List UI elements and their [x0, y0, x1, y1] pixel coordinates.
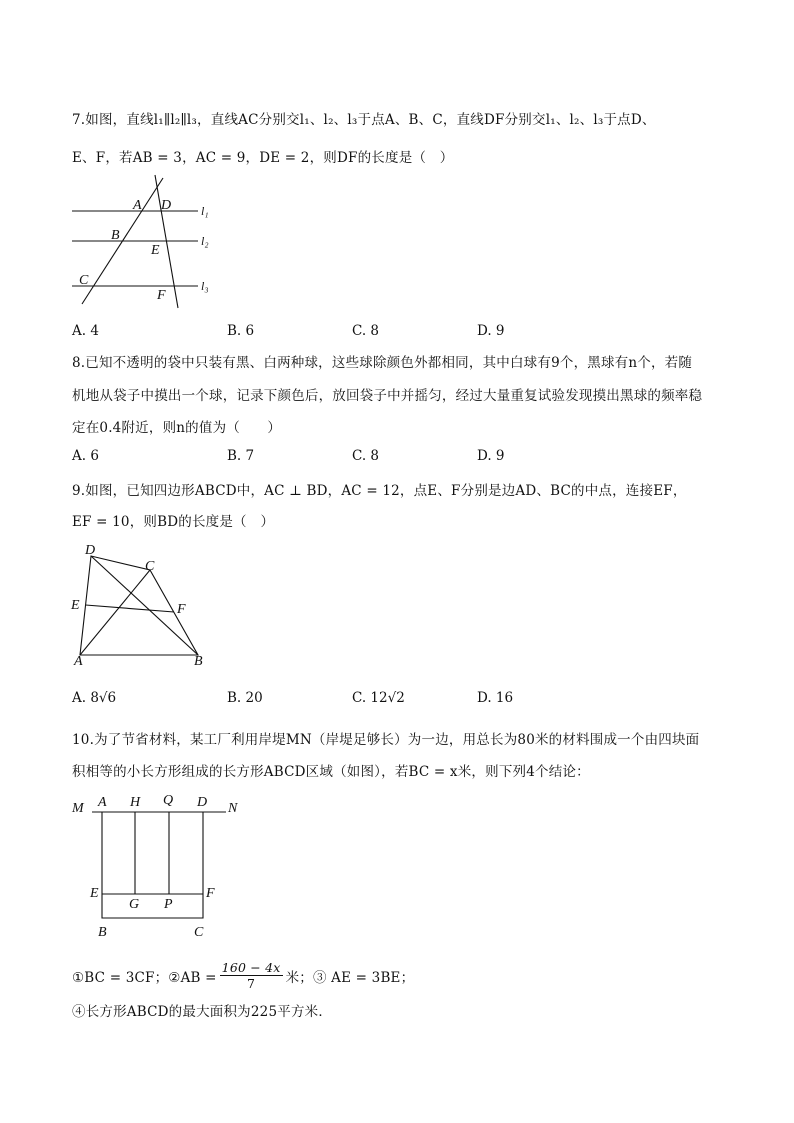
q8-option-b: B. 7: [227, 448, 255, 464]
q8-option-a: A. 6: [72, 448, 99, 464]
q10-fraction-numerator: 160 − 4x: [221, 960, 281, 975]
q10-text-line2: 积相等的小长方形组成的长方形ABCD区域（如图），若BC = x米，则下列4个结论：: [72, 764, 590, 780]
q9-option-c: C. 12√2: [352, 690, 405, 706]
label-e: E: [151, 243, 160, 258]
label-b: B: [194, 654, 203, 669]
q10-fraction-denominator: 7: [247, 976, 256, 991]
q9-option-b: B. 20: [227, 690, 263, 706]
q7-option-c: C. 8: [352, 323, 380, 339]
q7-option-b: B. 6: [227, 323, 255, 339]
q8-text-line1: 8.已知不透明的袋中只装有黑、白两种球，这些球除颜色外都相同，其中白球有9个，黑球有n个，若随: [72, 355, 693, 371]
label-h: H: [130, 795, 141, 810]
label-q: Q: [163, 793, 174, 808]
q8-option-d: D. 9: [477, 448, 505, 464]
q10-conclusion-part2: 米；③ AE = 3BE；: [285, 969, 415, 986]
label-p: P: [164, 897, 173, 912]
label-d: D: [161, 198, 172, 213]
q10-conclusion-4: ④长方形ABCD的最大面积为225平方米．: [72, 1004, 333, 1020]
q9-option-d: D. 16: [477, 690, 514, 706]
q7-text-line2: E、F，若AB = 3，AC = 9，DE = 2，则DF的长度是（ ）: [72, 150, 454, 166]
q10-fraction: [220, 960, 283, 991]
label-c: C: [145, 559, 155, 574]
label-d: D: [85, 543, 96, 558]
label-f: F: [206, 886, 215, 901]
label-f: F: [157, 288, 166, 303]
label-l3: l₃: [201, 279, 209, 293]
q10-conclusion-part1: ①BC = 3CF；②AB =: [72, 969, 217, 986]
segment-ef: [86, 605, 175, 612]
label-a: A: [74, 654, 83, 669]
label-b: B: [98, 925, 107, 940]
label-e: E: [90, 886, 99, 901]
label-c: C: [194, 925, 204, 940]
q7-option-d: D. 9: [477, 323, 505, 339]
label-m: M: [72, 801, 84, 816]
label-d: D: [197, 795, 208, 810]
q8-text-line2: 机地从袋子中摸出一个球，记录下颜色后，放回袋子中并摇匀，经过大量重复试验发现摸出黑球的频率稳: [72, 388, 703, 404]
q9-text-line1: 9.如图，已知四边形ABCD中，AC ⊥ BD，AC = 12，点E、F分别是边AD、BC的中点，连接EF，: [72, 483, 687, 499]
label-a: A: [133, 198, 142, 213]
label-l1: l₁: [201, 204, 209, 218]
q10-conclusions-line1: [72, 960, 414, 991]
q9-option-a: A. 8√6: [72, 690, 117, 706]
label-b: B: [111, 228, 120, 243]
label-e: E: [71, 598, 80, 613]
q9-figure: [60, 538, 220, 670]
label-f: F: [177, 602, 186, 617]
q10-figure: [66, 790, 256, 950]
q9-text-line2: EF = 10，则BD的长度是（ ）: [72, 514, 275, 530]
q7-text-line1: 7.如图，直线l₁∥l₂∥l₃，直线AC分别交l₁、l₂、l₃于点A、B、C，直线DF分别交l₁、l₂、l₃于点D、: [72, 112, 656, 128]
label-c: C: [79, 273, 89, 288]
label-l2: l₂: [201, 234, 209, 248]
fence-outline: [102, 812, 203, 918]
q7-option-a: A. 4: [72, 323, 99, 339]
label-a: A: [98, 795, 107, 810]
q10-text-line1: 10.为了节省材料，某工厂利用岸堤MN（岸堤足够长）为一边，用总长为80米的材料围成一个由四块面: [72, 732, 700, 748]
diagonal-ac: [80, 570, 150, 655]
q8-option-c: C. 8: [352, 448, 380, 464]
label-g: G: [129, 897, 140, 912]
q8-text-line3: 定在0.4附近，则n的值为（ ）: [72, 420, 282, 436]
q7-figure: [60, 168, 230, 318]
label-n: N: [228, 801, 238, 816]
